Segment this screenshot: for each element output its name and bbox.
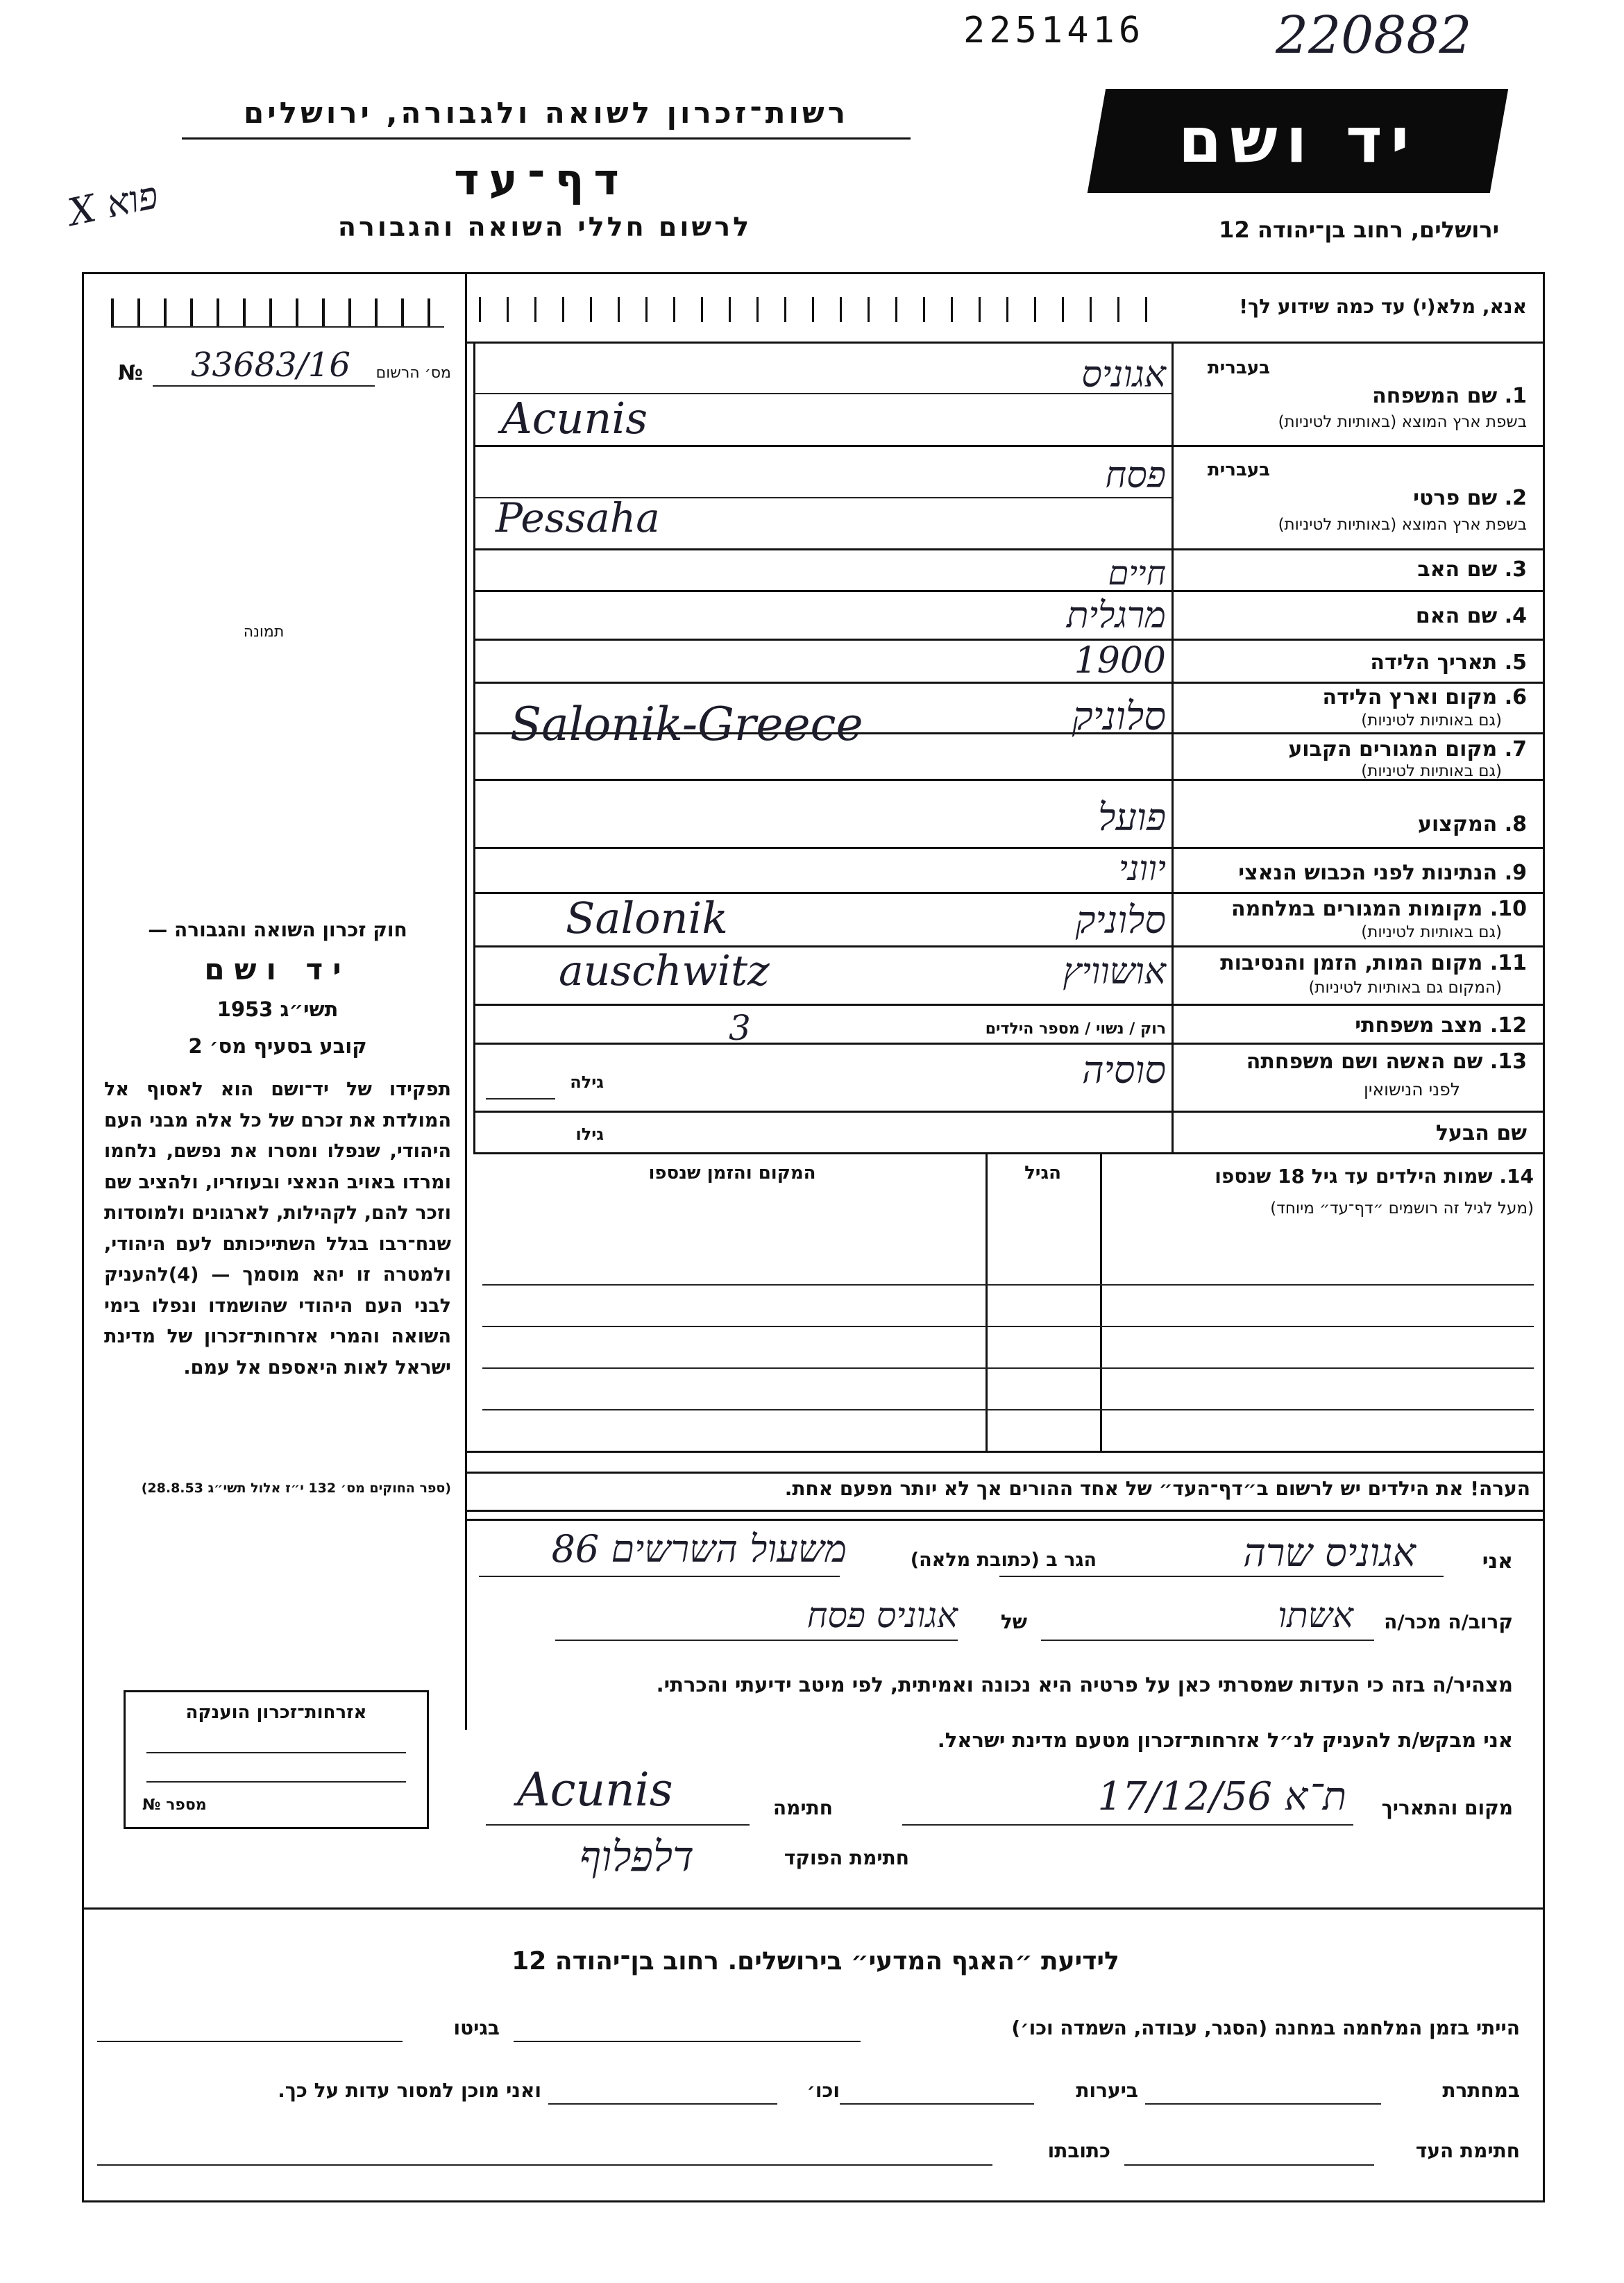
field-11-text: מקום המות, הזמן והנסיבות (1220, 951, 1483, 975)
field-8-value: פועל (1098, 795, 1166, 839)
children-label (1110, 1165, 1534, 1188)
signature-line (486, 1824, 750, 1826)
field-9-num: 9. (1504, 861, 1527, 885)
field-5-text: תאריך הלידה (1370, 650, 1498, 675)
place-date-label: מקום והתאריך (1381, 1796, 1513, 1819)
field-10-num: 10. (1489, 897, 1527, 921)
field-12-options: רוק / נשוי / מספר הילדים (985, 1020, 1166, 1038)
row-sep-11 (473, 1004, 1545, 1006)
request-ticks (479, 297, 1173, 322)
field-husband-label: שם הבעל (1435, 1121, 1527, 1145)
place-date-value: ת־א 17/12/56 (1097, 1774, 1346, 1819)
field-2-sub: בשפת ארץ המוצא (באותיות לטיניות) (1278, 516, 1527, 534)
declaration-name: אגוניס שרה (1243, 1531, 1416, 1576)
field-1-sub: בשפת ארץ המוצא (באותיות לטיניות) (1278, 413, 1527, 431)
field-10-text: מקומות המגורים במלחמה (1231, 897, 1483, 921)
field-6-value-latin: Salonik-Greece (510, 698, 863, 751)
field-11-label (1180, 951, 1527, 975)
field-13-value: סוסיה (1081, 1048, 1166, 1092)
field-1-value-he: אגוניס (1081, 354, 1166, 396)
children-line-2 (482, 1326, 1534, 1327)
field-13-num: 13. (1489, 1050, 1527, 1074)
field-10-value-he: סלוניק (1075, 898, 1166, 942)
law-clause: קובע בסעיף מס׳ 2 (188, 1034, 367, 1058)
registration-ticks (111, 298, 444, 326)
field-6-num: 6. (1504, 685, 1527, 709)
photo-label: תמונה (243, 623, 285, 641)
science-line3-fill-a (1124, 2164, 1374, 2166)
hebrew-col-label-2: בעברית (1207, 460, 1270, 480)
field-5-value: 1900 (1074, 640, 1166, 682)
request-line: אנא, מלא(י) עד כמה שידוע לך! (1239, 295, 1527, 318)
of-name-line (555, 1640, 958, 1641)
science-line1-end (97, 2041, 403, 2042)
citizenship-box-number: № מספר (142, 1796, 207, 1814)
declaration-statement: מצהיר/ה בזה כי העדות שמסרתי כאן על פרטיה היא נכונה ואמיתית, לפי מיטב ידיעתי והכרתי. (656, 1673, 1513, 1696)
form-title: דף־עד (454, 154, 629, 205)
science-line2-b: ביערות (1076, 2079, 1138, 2102)
field-6-label (1180, 685, 1527, 709)
relation-value: אשתו (1278, 1595, 1353, 1635)
main-grid-top (465, 342, 1545, 344)
science-line2-d: ואני מוכן למסור עדות על כך. (278, 2079, 541, 2102)
declaration-address: משעול השרשים 86 (551, 1527, 847, 1571)
declaration-resides-label: הגר ב (כתובת מלאה) (910, 1549, 1097, 1571)
field-11-value-latin: auschwitz (559, 947, 770, 995)
field-12-text: מצב משפחתי (1355, 1013, 1483, 1038)
field-7-label (1180, 737, 1527, 761)
field-8-num: 8. (1504, 812, 1527, 836)
science-line1-b: בגיטו (453, 2016, 500, 2039)
science-line2-fill-a (1145, 2103, 1381, 2105)
margin-note: X פוא (64, 173, 162, 235)
field-12-label (1180, 1013, 1527, 1038)
declaration-request: אני מבקש/ת להעניק לנ״ל אזרחות־זכרון מטעם מדינת ישראל. (937, 1728, 1513, 1752)
husband-age-label: גילו (575, 1124, 604, 1144)
field-4-text: שם האם (1415, 604, 1498, 628)
field-13-age-label: גילה (570, 1072, 604, 1092)
children-col-1 (986, 1152, 988, 1451)
field-7-text: מקום המגורים הקבוע (1288, 737, 1498, 761)
hebrew-col-label-1: בעברית (1207, 357, 1270, 378)
officer-label: חתימת הפוקד (784, 1846, 909, 1869)
signature-label: חתימה (772, 1796, 833, 1819)
value-left-divider (473, 342, 475, 1152)
children-age-col: הגיל (1024, 1163, 1061, 1183)
registration-prefix: № (118, 361, 144, 385)
registration-ticks-base (111, 326, 444, 328)
children-line-3 (482, 1367, 1534, 1369)
declaration-name-line (999, 1576, 1444, 1577)
field-2-value-latin: Pessaha (496, 494, 660, 541)
science-line2-fill-b (840, 2103, 1034, 2105)
field-12-children: 3 (729, 1008, 751, 1048)
handwritten-number: 220882 (1276, 6, 1472, 65)
science-title: לידיעת ״האגף המדעי״ בירושלים. רחוב בן־יהודה 12 (511, 1947, 1119, 1975)
field-4-value: מרגלית (1066, 595, 1166, 637)
field-1-num: 1. (1504, 384, 1527, 408)
children-text: שמות הילדים עד גיל 18 שנספו (1215, 1165, 1493, 1188)
field-4-label (1180, 604, 1527, 628)
row-sep-5 (473, 682, 1545, 684)
law-name: יד ושם (204, 952, 351, 986)
institution-name: רשות־זכרון לשואה ולגבורה, ירושלים (243, 96, 849, 130)
note-text: הערה! את הילדים יש לרשום ב״דף־העד״ של אחד ההורים אך לא יותר מפעם אחת. (784, 1477, 1530, 1500)
field-9-text: הנתינות לפני הכבוש הנאצי (1238, 861, 1498, 885)
signature-value: Acunis (517, 1763, 673, 1817)
form-bottom-border (82, 2200, 1545, 2202)
children-col-2 (1100, 1152, 1102, 1451)
field-10-sub: (גם באותיות לטיניות) (1361, 923, 1502, 941)
citizenship-box-title: אזרחות־זכרון הוענקה (185, 1702, 367, 1723)
field-11-sub: (המקום גם באותיות לטיניות) (1308, 979, 1502, 997)
children-sub: (מעל לגיל זה רושמים ״דף־עד״ מיוחד) (1270, 1199, 1534, 1218)
row-sep-1 (473, 445, 1545, 447)
field-11-value-he: אושוויץ (1063, 951, 1166, 993)
note-bottom (465, 1510, 1545, 1512)
citizenship-box (124, 1690, 429, 1829)
science-line2-c: וכו׳ (806, 2079, 840, 2102)
field-9-label (1180, 861, 1527, 885)
field-2-text: שם פרטי (1413, 486, 1498, 510)
relative-label: קרוב/ה מכר/ה (1384, 1610, 1513, 1633)
field-3-label (1180, 557, 1527, 582)
form-right-border (1543, 272, 1545, 2202)
field-1-text: שם המשפחה (1372, 384, 1498, 408)
row-sep-2 (473, 548, 1545, 550)
note-top (465, 1472, 1545, 1474)
science-line3-b: כתובתו (1047, 2139, 1110, 2162)
logo-text: יד ושם (1178, 104, 1418, 177)
field-5-label (1180, 650, 1527, 675)
field-2-num: 2. (1504, 486, 1527, 510)
field-13-sub: לפני הנישואין (1364, 1079, 1460, 1100)
law-year: תשי״ג 1953 (217, 997, 339, 1021)
field-1-value-latin: Acunis (501, 393, 648, 444)
row-sep-14 (473, 1152, 1545, 1154)
field-10-value-latin: Salonik (566, 893, 728, 943)
law-title: חוק זכרון השואה והגבורה — (148, 918, 407, 941)
row-sep-13 (473, 1111, 1545, 1113)
children-num: 14. (1499, 1165, 1534, 1188)
science-line2-fill-c (548, 2103, 777, 2105)
of-label: של (1000, 1610, 1027, 1633)
institution-underline (182, 137, 911, 140)
field-13-label (1180, 1050, 1527, 1074)
row-sep-12 (473, 1043, 1545, 1045)
children-line-1 (482, 1284, 1534, 1286)
field-9-value: יווני (1118, 848, 1166, 888)
citizenship-box-line-2 (146, 1781, 406, 1783)
field-5-num: 5. (1504, 650, 1527, 675)
registration-value: 33683/16 (191, 346, 350, 385)
field-8-label (1180, 812, 1527, 836)
field-10-label (1180, 897, 1527, 921)
address: ירושלים, רחוב בן־יהודה 12 (1219, 217, 1499, 243)
field-12-num: 12. (1489, 1013, 1527, 1038)
children-bottom (465, 1451, 1545, 1453)
form-top-border (82, 272, 1545, 274)
form-subtitle: לרשום חללי השואה והגבורה (337, 212, 752, 242)
field-3-text: שם האב (1417, 557, 1498, 582)
label-column-divider (1172, 342, 1174, 1152)
field-7-sub: (גם באותיות לטיניות) (1361, 762, 1502, 780)
field-2-value-he: פסח (1105, 455, 1166, 496)
field-6-sub: (גם באותיות לטיניות) (1361, 711, 1502, 730)
field-6-value-he: סלוניק (1072, 694, 1166, 739)
stamp-number: 2251416 (963, 10, 1145, 51)
form-left-border (82, 272, 84, 2202)
science-line3-a: חתימת העד (1415, 2139, 1520, 2162)
science-top (82, 1907, 1545, 1910)
citizenship-box-line-1 (146, 1752, 406, 1753)
declaration-ani: אני (1482, 1549, 1513, 1574)
officer-signature: דלפלוף (580, 1833, 694, 1881)
science-line3-fill-b (97, 2164, 992, 2166)
field-7-num: 7. (1504, 737, 1527, 761)
field-1-label (1180, 384, 1527, 408)
declaration-address-line (479, 1576, 840, 1577)
field-4-num: 4. (1504, 604, 1527, 628)
children-place-col: המקום והזמן שנספו (648, 1163, 816, 1183)
field-3-value: חיים (1108, 554, 1166, 593)
children-line-4 (482, 1409, 1534, 1410)
of-name: אגוניס פסח (806, 1595, 958, 1635)
field-2-label (1180, 486, 1527, 510)
field-13-age-line (486, 1098, 555, 1100)
registration-label: מס׳ הרשום (375, 364, 451, 382)
relation-line (1041, 1640, 1374, 1641)
field-8-text: המקצוע (1417, 812, 1498, 836)
science-line1-a: הייתי בזמן המלחמה במחנה (הסגר, עבודה, השמדה וכו׳) (1011, 2016, 1520, 2039)
law-reference: (ספר החוקים מס׳ 132 י״ז אלול תשי״ג 28.8.53) (141, 1481, 451, 1496)
science-line2-a: במחתרת (1442, 2079, 1520, 2102)
registration-line (153, 385, 375, 387)
field-13-text: שם האשה ושם משפחתה (1246, 1050, 1483, 1074)
field-6-text: מקום וארץ הלידה (1322, 685, 1498, 709)
science-line1-fill (514, 2041, 861, 2042)
field-3-num: 3. (1504, 557, 1527, 582)
declaration-divider (465, 1519, 1545, 1521)
law-text: תפקידו של יד־ושם הוא לאסוף אל המולדת את זכרם של כל אלה מבני העם היהודי, שנפלו ומסרו את נפשם, נלחמו ומרדו באויב הנאצי ובעוזריו, ולהציב שם וזכר להם, לקהילות, לארגונים ולמוסדות שנח־רבו בגלל השתייכותם לעם היהודי, ולמטרה זו יהא מוסמך — (4)להעניק לבני העם היהודי שהושמדו ונפלו בימי השואה והמרי אזרחות־זכרון של מדינת ישראל לאות היאספם אל עמם. (104, 1079, 451, 1379)
place-date-line (902, 1824, 1353, 1826)
field-11-num: 11. (1489, 951, 1527, 975)
logo (1088, 89, 1508, 193)
